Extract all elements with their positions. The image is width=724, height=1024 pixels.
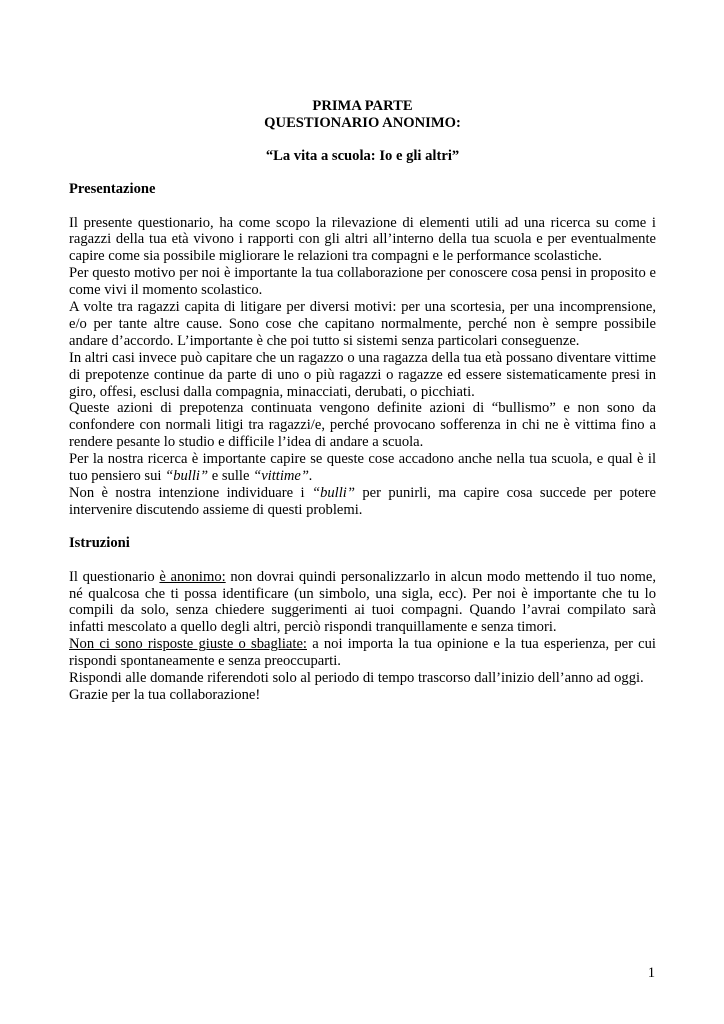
presentazione-paragraph-1: Il presente questionario, ha come scopo la rilevazione di elementi utili ad una ricerca su come i ragazzi della tua età vivono i rapporti con gli altri all’interno della tua scuola e per eventualmente capire come sia possibile migliorare le relazioni tra compagni e le performance scolastiche. [69, 214, 656, 265]
istruzioni-paragraph-2 [69, 636, 656, 670]
presentazione-paragraph-7 [69, 485, 656, 519]
underlined-text: è anonimo: [159, 568, 226, 585]
heading-line-1: PRIMA PARTE [312, 98, 413, 114]
presentazione-paragraph-4: In altri casi invece può capitare che un ragazzo o una ragazza della tua età possano diventare vittime di prepotenze continue da parte di uno o più ragazzi o ragazze ed essere sistematicamente presi in giro, offesi, esclusi dalla compagnia, minacciati, derubati, o picchiati. [69, 349, 656, 400]
vittime-term: “vittime”. [253, 468, 313, 485]
paragraph-text: Il questionario [69, 568, 160, 585]
paragraph-text: Non è nostra intenzione individuare i [69, 485, 312, 502]
presentazione-paragraph-2: Per questo motivo per noi è importante la tua collaborazione per conoscere cosa pensi in proposito e come vivi il momento scolastico. [69, 265, 656, 299]
bulli-term: “bulli” [165, 468, 209, 485]
section-title-istruzioni: Istruzioni [69, 534, 130, 551]
presentazione-paragraph-3: A volte tra ragazzi capita di litigare per diversi motivi: per una scortesia, per una incomprensione, e/o per tante altre cause. Sono cose che capitano normalmente, perché non è sempre possibile andare d’accordo. L’importante è che poi tutto si sistemi senza particolari conseguenze. [69, 299, 656, 349]
document-page [69, 98, 656, 704]
paragraph-text: Per la nostra ricerca è importante capire se queste cose accadono anche nella tua scuola, e qual è il tuo pensiero sui [69, 451, 656, 485]
page-number: 1 [647, 965, 655, 981]
bulli-term: “bulli” [311, 485, 355, 502]
paragraph-text: non dovrai quindi personalizzarlo in alcun modo mettendo il tuo nome, né qualcosa che ti possa identificare (un simbolo, una sigla, ecc). Per noi è importante che tu lo compili da solo, senza chiedere suggerimenti ai tuoi compagni. Quando l’avrai compilato sarà infatti mescolato a quello degli altri, perciò rispondi tranquillamente e senza timori. [69, 568, 656, 636]
section-title-presentazione: Presentazione [69, 180, 156, 197]
heading-line-2: QUESTIONARIO ANONIMO: [264, 114, 461, 131]
document-subtitle: “La vita a scuola: Io e gli altri” [265, 147, 460, 164]
presentazione-paragraph-5: Queste azioni di prepotenza continuata vengono definite azioni di “bullismo” e non sono da confondere con normali litigi tra ragazzi/e, perché provocano sofferenza in chi ne è vittima fino a rendere pesante lo studio e difficile l’idea di andare a scuola. [69, 400, 656, 451]
presentazione-paragraph-6 [69, 451, 656, 485]
spacer [69, 552, 656, 569]
spacer [69, 198, 656, 215]
paragraph-text: e sulle [208, 468, 254, 485]
istruzioni-paragraph-3: Rispondi alle domande riferendoti solo al periodo di tempo trascorso dall’inizio dell’anno ad oggi. [69, 670, 644, 687]
paragraph-text: per punirli, ma capire cosa succede per potere intervenire discutendo assieme di questi problemi. [69, 485, 656, 518]
istruzioni-paragraph-4: Grazie per la tua collaborazione! [69, 686, 261, 703]
paragraph-text: a noi importa la tua opinione e la tua esperienza, per cui rispondi spontaneamente e senza preoccuparti. [69, 636, 656, 670]
istruzioni-paragraph-1 [69, 569, 656, 637]
underlined-text: Non ci sono risposte giuste o sbagliate: [69, 636, 307, 653]
